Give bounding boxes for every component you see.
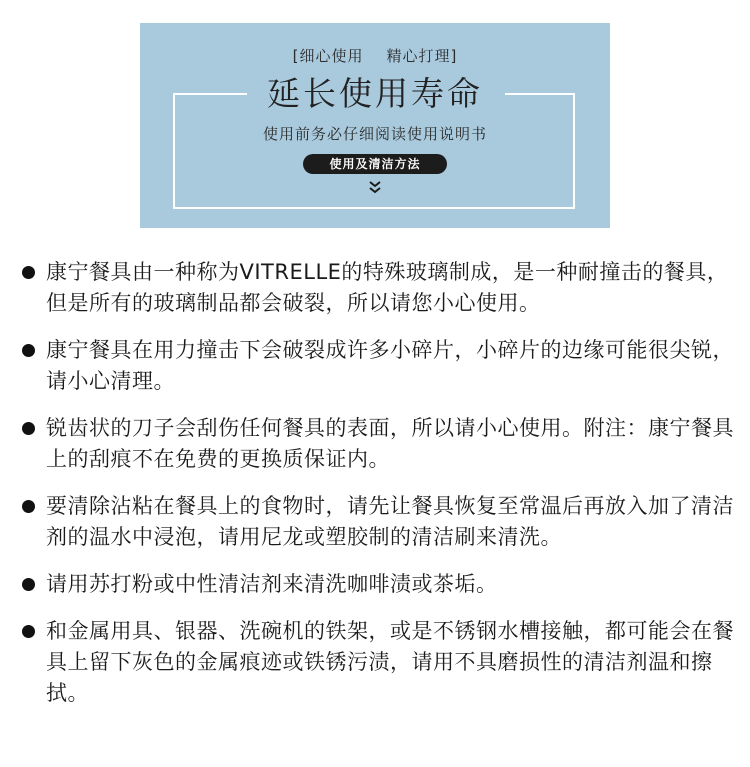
list-item <box>20 616 740 709</box>
note-text: 要清除沾粘在餐具上的食物时，请先让餐具恢复至常温后再放入加了清洁剂的温水中浸泡，请用尼龙或塑胶制的清洁刷来清洗。 <box>46 494 734 549</box>
header-banner <box>140 23 610 228</box>
note-text: 康宁餐具在用力撞击下会破裂成许多小碎片，小碎片的边缘可能很尖锐，请小心清理。 <box>46 338 734 393</box>
bullet-icon <box>22 625 35 638</box>
bullet-icon <box>22 422 35 435</box>
note-text: 和金属用具、银器、洗碗机的铁架，或是不锈钢水槽接触，都可能会在餐具上留下灰色的金属痕迹或铁锈污渍，请用不具磨损性的清洁剂温和擦拭。 <box>46 619 734 705</box>
list-item <box>20 491 740 553</box>
bullet-icon <box>22 266 35 279</box>
banner-title: 延长使用寿命 <box>267 74 483 113</box>
double-chevron-down-icon <box>367 180 383 194</box>
list-item <box>20 335 740 397</box>
note-text: 康宁餐具由一种称为VITRELLE的特殊玻璃制成，是一种耐撞击的餐具，但是所有的玻璃制品都会破裂，所以请您小心使用。 <box>46 260 729 315</box>
note-text: 请用苏打粉或中性清洁剂来清洗咖啡渍或茶垢。 <box>46 572 498 596</box>
care-notes-list <box>20 257 740 709</box>
list-item <box>20 569 740 600</box>
note-text: 锐齿状的刀子会刮伤任何餐具的表面，所以请小心使用。附注：康宁餐具上的刮痕不在免费的更换质保证内。 <box>46 416 734 471</box>
bullet-icon <box>22 500 35 513</box>
banner-subtitle: 使用前务必仔细阅读使用说明书 <box>262 125 487 143</box>
list-item <box>20 413 740 475</box>
list-item <box>20 257 740 319</box>
bullet-icon <box>22 578 35 591</box>
banner-tagline: [细心使用 精心打理] <box>292 47 458 65</box>
bullet-icon <box>22 344 35 357</box>
usage-cleaning-pill: 使用及清洁方法 <box>303 154 447 174</box>
